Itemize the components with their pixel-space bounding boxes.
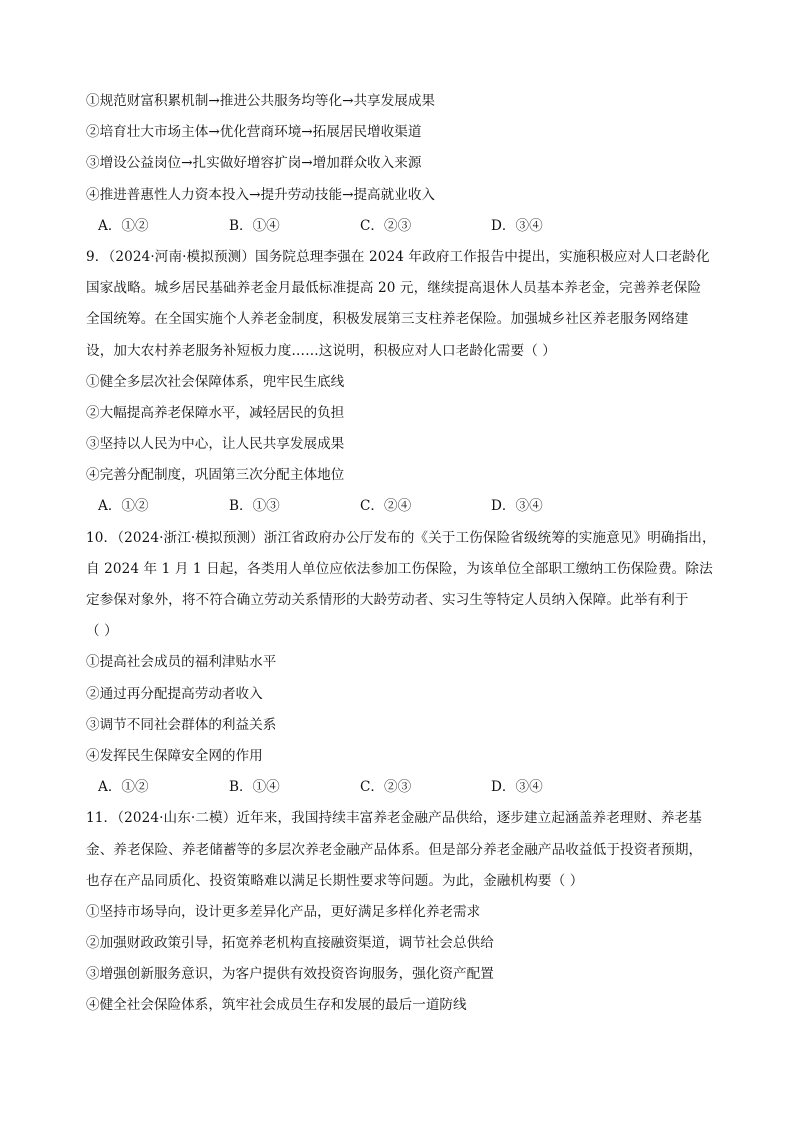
statement-2: ②加强财政政策引导，拓宽养老机构直接融资渠道，调节社会总供给 (86, 935, 494, 952)
question-stem-line: 全国统筹。在全国实施个人养老金制度，积极发展第三支柱养老保险。加强城乡社区养老服务网络建 (86, 311, 689, 328)
statement-1: ①坚持市场导向，设计更多差异化产品，更好满足多样化养老需求 (86, 903, 481, 920)
answer-options (86, 211, 716, 242)
option-d[interactable]: D．③④ (491, 217, 543, 234)
question-stem-line: 也存在产品同质化、投资策略难以满足长期性要求等问题。为此，金融机构要（ ） (86, 872, 584, 889)
question-stem-line: 国家战略。城乡居民基础养老金月最低标准提高 20 元，继续提高退休人员基本养老金，完善养老保险 (86, 280, 702, 297)
question-stem-line: 11．（2024·山东·二模）近年来，我国持续丰富养老金融产品供给，逐步建立起涵盖养老理财、养老基 (86, 810, 702, 827)
statement-3: ③增设公益岗位→扎实做好增容扩岗→增加群众收入来源 (86, 155, 422, 172)
statement-1: ①提高社会成员的福利津贴水平 (86, 654, 277, 671)
question-stem-line: 自 2024 年 1 月 1 日起，各类用人单位应依法参加工伤保险，为该单位全部职工缴纳工伤保险费。除法 (86, 560, 713, 577)
statement-4: ④发挥民生保障安全网的作用 (86, 747, 263, 764)
option-b[interactable]: B．①④ (229, 217, 280, 234)
answer-options (86, 772, 716, 803)
statement-2: ②大幅提高养老保障水平，减轻居民的负担 (86, 404, 345, 421)
statement-4: ④推进普惠性人力资本投入→提升劳动技能→提高就业收入 (86, 186, 436, 203)
option-a[interactable]: A．①② (98, 779, 149, 796)
question-stem-line: 金、养老保险、养老储蓄等的多层次养老金融产品体系。但是部分养老金融产品收益低于投资者预期， (86, 841, 703, 858)
option-a[interactable]: A．①② (98, 498, 149, 515)
question-10 (86, 523, 716, 804)
question-stem-line: 10．（2024·浙江·模拟预测）浙江省政府办公厅发布的《关于工伤保险省级统筹的实施意见》明确指出， (86, 529, 716, 546)
exam-page (86, 86, 716, 1022)
option-a[interactable]: A．①② (98, 217, 149, 234)
question-stem-line: 设，加大农村养老服务补短板力度……这说明，积极应对人口老龄化需要（ ） (86, 342, 557, 359)
statement-2: ②通过再分配提高劳动者收入 (86, 685, 263, 702)
option-d[interactable]: D．③④ (491, 779, 543, 796)
question-stem-line: 定参保对象外，将不符合确立劳动关系情形的大龄劳动者、实习生等特定人员纳入保障。此举有利于 (86, 592, 689, 608)
statement-1: ①健全多层次社会保障体系，兜牢民生底线 (86, 373, 345, 390)
statement-4: ④健全社会保险体系，筑牢社会成员生存和发展的最后一道防线 (86, 997, 467, 1014)
option-d[interactable]: D．③④ (491, 498, 543, 515)
statement-2: ②培育壮大市场主体→优化营商环境→拓展居民增收渠道 (86, 124, 422, 141)
option-b[interactable]: B．①③ (229, 498, 280, 515)
option-c[interactable]: C．②④ (360, 498, 412, 515)
question-stem-line: 9．（2024·河南·模拟预测）国务院总理李强在 2024 年政府工作报告中提出，实施积极应对人口老龄化 (86, 248, 710, 265)
statement-4: ④完善分配制度，巩固第三次分配主体地位 (86, 467, 345, 484)
answer-options (86, 491, 716, 522)
option-c[interactable]: C．②③ (360, 779, 412, 796)
statement-3: ③调节不同社会群体的利益关系 (86, 716, 277, 733)
question-stem-line: （ ） (86, 623, 118, 640)
statement-3: ③坚持以人民为中心，让人民共享发展成果 (86, 436, 345, 453)
statement-3: ③增强创新服务意识，为客户提供有效投资咨询服务，强化资产配置 (86, 966, 494, 983)
question-8-continued (86, 86, 716, 242)
option-b[interactable]: B．①④ (229, 779, 280, 796)
statement-1: ①规范财富积累机制→推进公共服务均等化→共享发展成果 (86, 93, 436, 109)
question-11 (86, 803, 716, 1021)
option-c[interactable]: C．②③ (360, 217, 412, 234)
question-9 (86, 242, 716, 523)
